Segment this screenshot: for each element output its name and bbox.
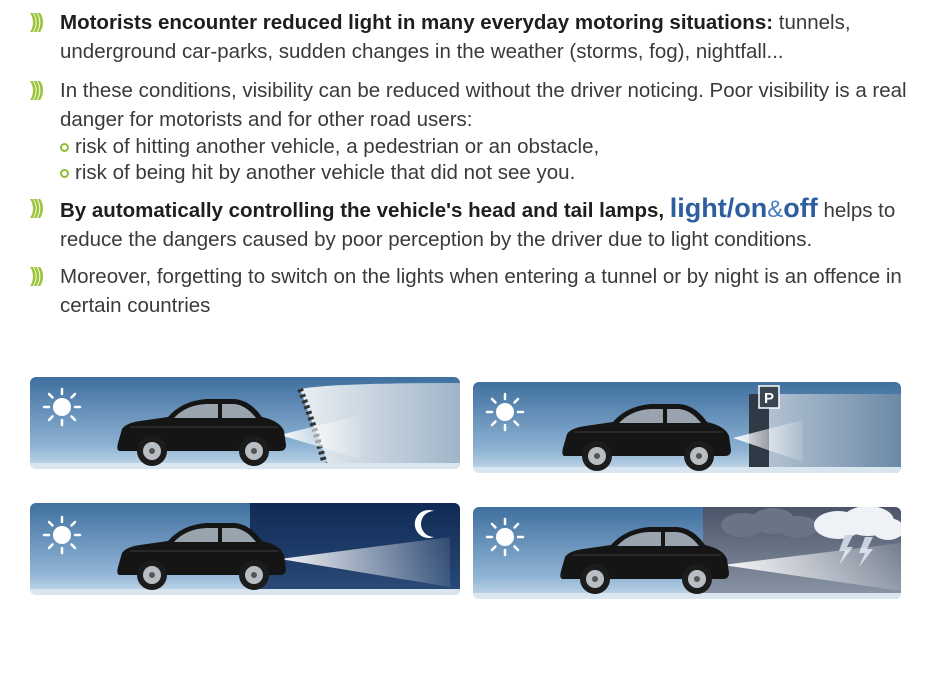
- list-item: [60, 134, 910, 160]
- paragraph-visibility: [30, 76, 910, 186]
- triple-chevron-icon: ))): [30, 11, 41, 33]
- sun-icon: [44, 517, 80, 553]
- sun-icon: [44, 389, 80, 425]
- paragraph-text: In these conditions, visibility can be reduced without the driver noticing. Poor visibility is a real danger for motorists and for other road users:: [60, 79, 907, 131]
- sun-icon: [487, 519, 523, 555]
- panel-tunnel: [30, 377, 460, 469]
- paragraph-text: helps to reduce the dangers caused by poor perception by the driver due to light conditions.: [60, 199, 896, 251]
- panel-night: [30, 503, 460, 595]
- list-item-text: risk of being hit by another vehicle that did not see you.: [75, 161, 576, 184]
- list-item: [60, 160, 910, 186]
- triple-chevron-icon: ))): [30, 79, 41, 101]
- bullet-icon: [60, 143, 69, 152]
- triple-chevron-icon: ))): [30, 197, 41, 219]
- paragraph-text: tunnels, underground car-parks, sudden changes in the weather (storms, fog), nightfall...: [60, 11, 851, 63]
- panel-storm: [473, 507, 901, 599]
- paragraph-automatic-control: [30, 194, 910, 254]
- paragraph-text: Moreover, forgetting to switch on the lights when entering a tunnel or by night is an offence in certain countries: [60, 265, 902, 317]
- triple-chevron-icon: ))): [30, 265, 41, 287]
- paragraph-offence: [30, 262, 910, 320]
- list-item-text: risk of hitting another vehicle, a pedestrian or an obstacle,: [75, 135, 600, 158]
- parking-sign: P: [763, 390, 775, 407]
- paragraph-bold-lead: Motorists encounter reduced light in many everyday motoring situations:: [60, 11, 774, 34]
- brand-name: light/on&off: [669, 193, 818, 223]
- sun-icon: [487, 394, 523, 430]
- paragraph-bold-lead: By automatically controlling the vehicle's head and tail lamps,: [60, 199, 665, 222]
- panel-parking: [473, 382, 901, 473]
- bullet-icon: [60, 169, 69, 178]
- paragraph-reduced-light: [30, 8, 910, 66]
